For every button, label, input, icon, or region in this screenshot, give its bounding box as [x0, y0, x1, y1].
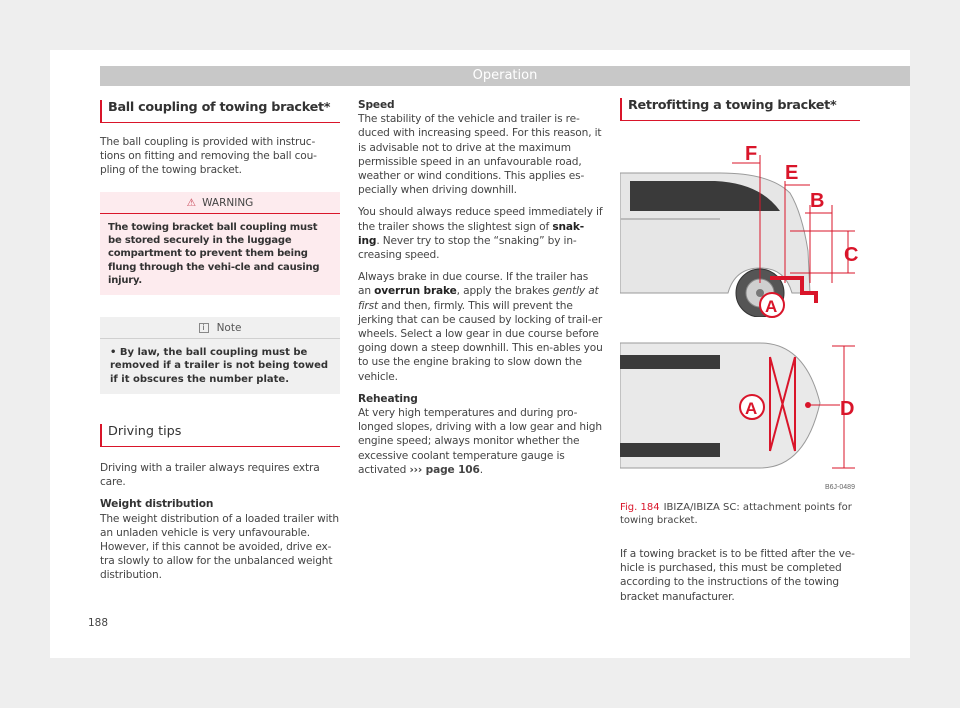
brake-text — [358, 270, 603, 384]
warning-header — [100, 192, 340, 214]
car-diagram-svg — [620, 133, 860, 495]
reheating-body: At very high temperatures and during pro-longed slopes, driving with a low gear and high engine speed; always monitor whether the excessive coolant temperature gauge is activated — [358, 407, 602, 476]
section-title-ball-coupling: Ball coupling of towing bracket* — [100, 100, 340, 123]
warning-box — [100, 192, 340, 295]
ball-coupling-intro: The ball coupling is provided with instruc-tions on fitting and removing the ball cou-pling of the towing bracket. — [100, 136, 317, 177]
label-f: F — [745, 143, 758, 165]
warning-text: The towing bracket ball coupling must be stored securely in the luggage compartment to prevent them being flung through the vehi-cle and causing injury. — [108, 221, 320, 286]
column-right — [620, 98, 860, 604]
speed-heading: Speed — [358, 99, 395, 111]
note-label: Note — [216, 322, 242, 335]
section-title-driving-tips: Driving tips — [100, 424, 340, 447]
warning-triangle-icon: ⚠ — [186, 196, 197, 209]
label-b: B — [810, 190, 825, 212]
note-text: • By law, the ball coupling must be removed if a trailer is not being towed if it obscures the number plate. — [110, 347, 329, 385]
weight-heading: Weight distribution — [100, 498, 214, 511]
figure-caption-text: IBIZA/IBIZA SC: attachment points for towing bracket. — [620, 502, 852, 526]
figure-caption — [620, 501, 860, 527]
label-c: C — [844, 244, 859, 266]
warning-label: WARNING — [202, 196, 254, 209]
speed-text: The stability of the vehicle and trailer is re-duced with increasing speed. For this reason, it is advisable not to drive at the maximum permissible speed in an unfavourable road, weather or wind conditions. This applies es-pecially when driving downhill. — [358, 113, 602, 197]
column-middle — [358, 98, 603, 477]
snaking-bold: snak-ing — [358, 220, 585, 247]
section-title-retrofitting: Retrofitting a towing bracket* — [620, 98, 860, 121]
towing-bracket-figure — [620, 133, 860, 495]
note-header — [100, 317, 340, 339]
reheating-end: . — [479, 463, 483, 476]
brake-part-c: , apply the brakes — [456, 285, 553, 298]
info-icon: i — [199, 323, 209, 333]
snaking-text — [358, 205, 603, 262]
brake-part-a: Always brake in due course. If the trailer has an — [358, 271, 589, 298]
label-e: E — [785, 162, 799, 184]
brake-italic: gently at first — [358, 285, 599, 312]
driving-intro: Driving with a trailer always requires extra care. — [100, 461, 320, 489]
column-left — [100, 100, 340, 583]
section-header: Operation — [100, 66, 910, 86]
brake-bold: overrun brake — [374, 285, 457, 298]
label-d: D — [840, 398, 855, 420]
reheating-text — [358, 406, 603, 477]
retrofitting-text: If a towing bracket is to be fitted after the ve-hicle is purchased, this must be completed according to the instructions of the towing bracket manufacturer. — [620, 548, 855, 603]
figure-code: B6J-0489 — [825, 484, 855, 491]
label-a-bottom: A — [745, 399, 758, 418]
label-a-top: A — [765, 297, 778, 316]
brake-part-e: and then, firmly. This will prevent the jerking that can be caused by locking of trail-er wheels. Select a low gear in due course before going down a steep downhill. This en-ables you to use the engine braking to slow down the vehicle. — [358, 299, 603, 383]
page-reference-link[interactable]: ››› page 106 — [409, 463, 480, 476]
snaking-part-c: . Never try to stop the “snaking” by in-creasing speed. — [358, 234, 577, 262]
note-box — [100, 317, 340, 394]
snaking-part-a: You should always reduce speed immediately if the trailer shows the slightest sign of — [358, 206, 603, 233]
manual-page — [50, 50, 910, 658]
weight-text: The weight distribution of a loaded trailer with an unladen vehicle is very unfavourable. However, if this cannot be avoided, drive ex-tra slowly to allow for the unbalanced weight distribution. — [100, 512, 339, 582]
reheating-heading: Reheating — [358, 392, 418, 405]
figure-number: Fig. 184 — [620, 502, 660, 513]
page-number: 188 — [88, 617, 109, 629]
note-text-content: By law, the ball coupling must be removed if a trailer is not being towed if it obscures the number plate. — [110, 347, 329, 385]
